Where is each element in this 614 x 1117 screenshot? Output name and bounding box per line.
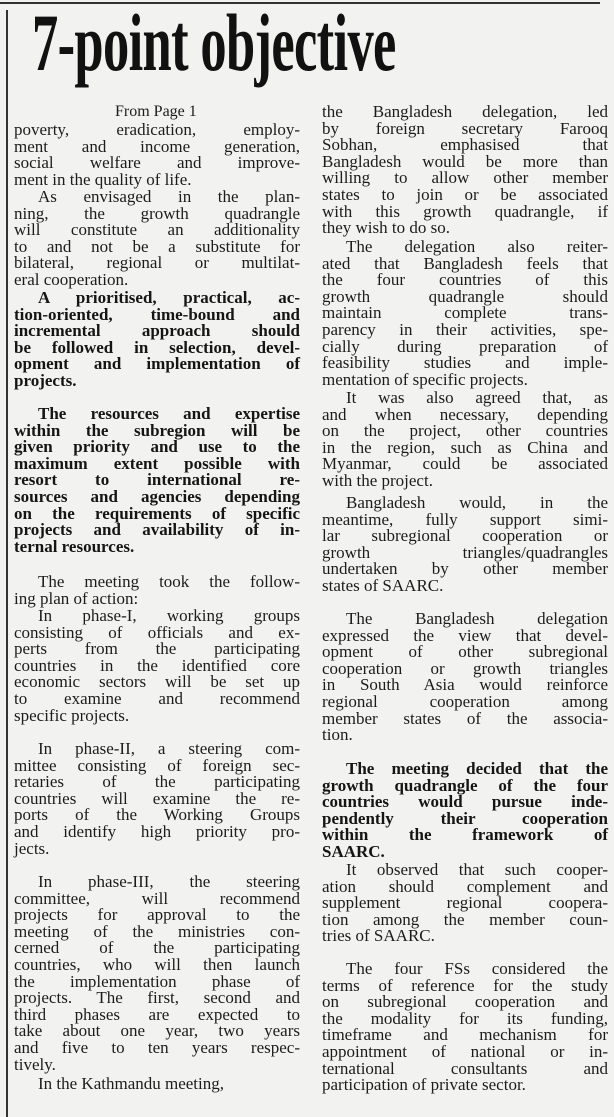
text-line: maximum extent possible with <box>14 453 300 473</box>
text-line: The delegation also reiter- <box>346 237 608 256</box>
text-line: It observed that such cooper- <box>346 860 608 879</box>
text-line: and five to ten years respec- <box>14 1037 300 1057</box>
paragraph <box>14 290 300 390</box>
paragraph <box>14 608 300 724</box>
text-line: within the framework of <box>322 825 608 845</box>
text-line: It was also agreed that, as <box>346 388 608 407</box>
paragraph <box>14 189 300 289</box>
paragraph <box>14 874 300 1073</box>
text-line: cooperation or growth triangles <box>322 658 608 678</box>
text-line: cerned of the participating <box>14 938 300 958</box>
text-line: within the subregion will be <box>14 420 300 440</box>
text-line: on subregional cooperation and <box>322 992 608 1012</box>
text-line: and identify high priority pro- <box>14 821 300 841</box>
paragraph <box>322 495 608 595</box>
paragraph <box>14 741 300 857</box>
text-line: with this growth quadrangle, if <box>322 201 608 221</box>
text-line: retaries of the participating <box>14 772 300 792</box>
text-line: consisting of officials and ex- <box>14 622 300 642</box>
paragraph <box>322 611 608 744</box>
text-line: social welfare and improve- <box>14 153 300 173</box>
headline: 7-point objective <box>32 0 396 88</box>
text-line: ated that Bangladesh feels that <box>322 253 608 273</box>
text-line: tion-oriented, time-bound and <box>14 304 300 324</box>
text-line: expressed the view that devel- <box>322 625 608 645</box>
text-line: tries of SAARC. <box>322 926 435 946</box>
text-line: on the project, other countries <box>322 421 608 441</box>
text-line: meantime, fully support simi- <box>322 509 608 529</box>
text-line: ment and income generation, <box>14 136 300 156</box>
text-line: ternational consultants and <box>322 1058 608 1078</box>
text-line: projects for approval to the <box>14 905 300 925</box>
text-line: In the Kathmandu meeting, <box>38 1074 225 1093</box>
text-line: participation of private sector. <box>322 1075 526 1095</box>
text-line: In phase-II, a steering com- <box>38 739 300 758</box>
paragraph <box>322 862 608 945</box>
text-line: committee, will recommend <box>14 888 300 908</box>
text-line: incremental approach should <box>14 321 300 341</box>
text-line: The meeting decided that the <box>346 759 608 778</box>
text-line: A prioritised, practical, ac- <box>38 288 300 307</box>
text-line: timeframe and mechanism for <box>322 1025 608 1045</box>
text-line: the modality for its funding, <box>322 1008 608 1028</box>
text-line: and when necessary, depending <box>322 404 608 424</box>
text-line: ing plan of action: <box>14 588 139 608</box>
text-line: ation should complement and <box>322 876 608 896</box>
text-line: meeting of the ministries con- <box>14 921 300 941</box>
text-line: pendently their cooperation <box>322 808 608 828</box>
text-line: mittee consisting of foreign sec- <box>14 755 300 775</box>
text-line: Bangladesh would, in the <box>346 493 608 512</box>
text-line: third phases are expected to <box>14 1004 300 1024</box>
text-line: maintain complete trans- <box>322 303 608 323</box>
text-line: feasibility studies and imple- <box>322 353 608 373</box>
paragraph <box>14 406 300 555</box>
text-line: ment in the quality of life. <box>14 169 192 189</box>
text-line: sources and agencies depending <box>14 486 300 506</box>
text-line: The resources and expertise <box>38 404 300 423</box>
text-line: The four FSs considered the <box>346 959 608 978</box>
jump-line: From Page 1 <box>115 103 197 120</box>
text-line: terms of reference for the study <box>322 975 608 995</box>
text-line: on the requirements of specific <box>14 503 300 523</box>
text-line: countries in the identified core <box>14 655 300 675</box>
text-line: Myanmar, could be associated <box>322 454 608 474</box>
text-line: growth triangles/quadrangles <box>322 542 608 562</box>
text-line: opment and implementation of <box>14 354 300 374</box>
text-line: willing to allow other member <box>322 168 608 188</box>
text-line: tion. <box>322 725 353 745</box>
text-line: the Bangladesh delegation, led <box>322 102 608 121</box>
paragraph <box>14 574 300 607</box>
text-line: given priority and use to the <box>14 437 300 457</box>
text-line: projects and availability of in- <box>14 520 300 540</box>
text-line: to examine and recommend <box>14 688 300 708</box>
text-line: poverty, eradication, employ- <box>14 120 300 139</box>
paragraph <box>322 761 608 861</box>
text-line: be followed in selection, devel- <box>14 337 300 357</box>
text-line: growth quadrangle of the four <box>322 775 608 795</box>
text-line: growth quadrangle should <box>322 286 608 306</box>
text-line: resort to international re- <box>14 470 300 490</box>
text-line: countries will examine the re- <box>14 788 300 808</box>
text-line: specific projects. <box>14 705 130 725</box>
paragraph <box>322 239 608 388</box>
text-line: economic sectors will be set up <box>14 672 300 692</box>
text-line: SAARC. <box>322 841 385 861</box>
text-line: appointment of national or in- <box>322 1041 608 1061</box>
text-line: In phase-III, the steering <box>38 872 300 891</box>
text-line: opment of other subregional <box>322 642 608 662</box>
paragraph <box>322 390 608 490</box>
text-line: parency in their activities, spe- <box>322 319 608 339</box>
text-line: states of SAARC. <box>322 575 444 595</box>
text-line: As envisaged in the plan- <box>38 187 300 206</box>
text-line: the four countries of this <box>322 270 608 290</box>
text-line: they wish to do so. <box>322 218 450 238</box>
text-line: mentation of specific projects. <box>322 369 528 389</box>
text-line: ning, the growth quadrangle <box>14 203 300 223</box>
text-line: The meeting took the follow- <box>38 572 300 591</box>
text-line: tion among the member coun- <box>322 909 608 929</box>
text-line: bilateral, regional or multilat- <box>14 253 300 273</box>
text-line: regional cooperation among <box>322 691 608 711</box>
text-line: tively. <box>14 1054 56 1074</box>
text-line: to and not be a substitute for <box>14 236 300 256</box>
paragraph <box>322 961 608 1094</box>
text-line: ternal resources. <box>14 536 135 556</box>
text-line: member states of the associa- <box>322 708 608 728</box>
text-line: by foreign secretary Farooq <box>322 118 608 138</box>
paragraph <box>14 122 300 188</box>
text-line: lar subregional cooperation or <box>322 526 608 546</box>
text-line: eral cooperation. <box>14 269 129 289</box>
text-line: take about one year, two years <box>14 1021 300 1041</box>
paragraph <box>14 1076 300 1093</box>
text-line: The Bangladesh delegation <box>346 609 608 628</box>
text-line: jects. <box>14 838 50 858</box>
text-line: the implementation phase of <box>14 971 300 991</box>
text-line: countries would pursue inde- <box>322 792 608 812</box>
text-line: in South Asia would reinforce <box>322 675 608 695</box>
text-line: countries, who will then launch <box>14 954 300 974</box>
text-line: cially during preparation of <box>322 336 608 356</box>
text-line: ports of the Working Groups <box>14 805 300 825</box>
text-line: undertaken by other member <box>322 559 608 579</box>
text-line: in the region, such as China and <box>322 437 608 457</box>
text-line: Sobhan, emphasised that <box>322 135 608 155</box>
text-line: In phase-I, working groups <box>38 606 300 625</box>
text-line: with the project. <box>322 470 433 490</box>
text-line: supplement regional coopera- <box>322 893 608 913</box>
text-line: projects. <box>14 370 77 390</box>
text-line: states to join or be associated <box>322 184 608 204</box>
text-line: projects. The first, second and <box>14 988 300 1008</box>
text-line: will constitute an additionality <box>14 220 300 240</box>
text-line: perts from the participating <box>14 639 300 659</box>
left-column-rule <box>6 10 8 1117</box>
paragraph <box>322 104 608 237</box>
text-line: Bangladesh would be more than <box>322 151 608 171</box>
